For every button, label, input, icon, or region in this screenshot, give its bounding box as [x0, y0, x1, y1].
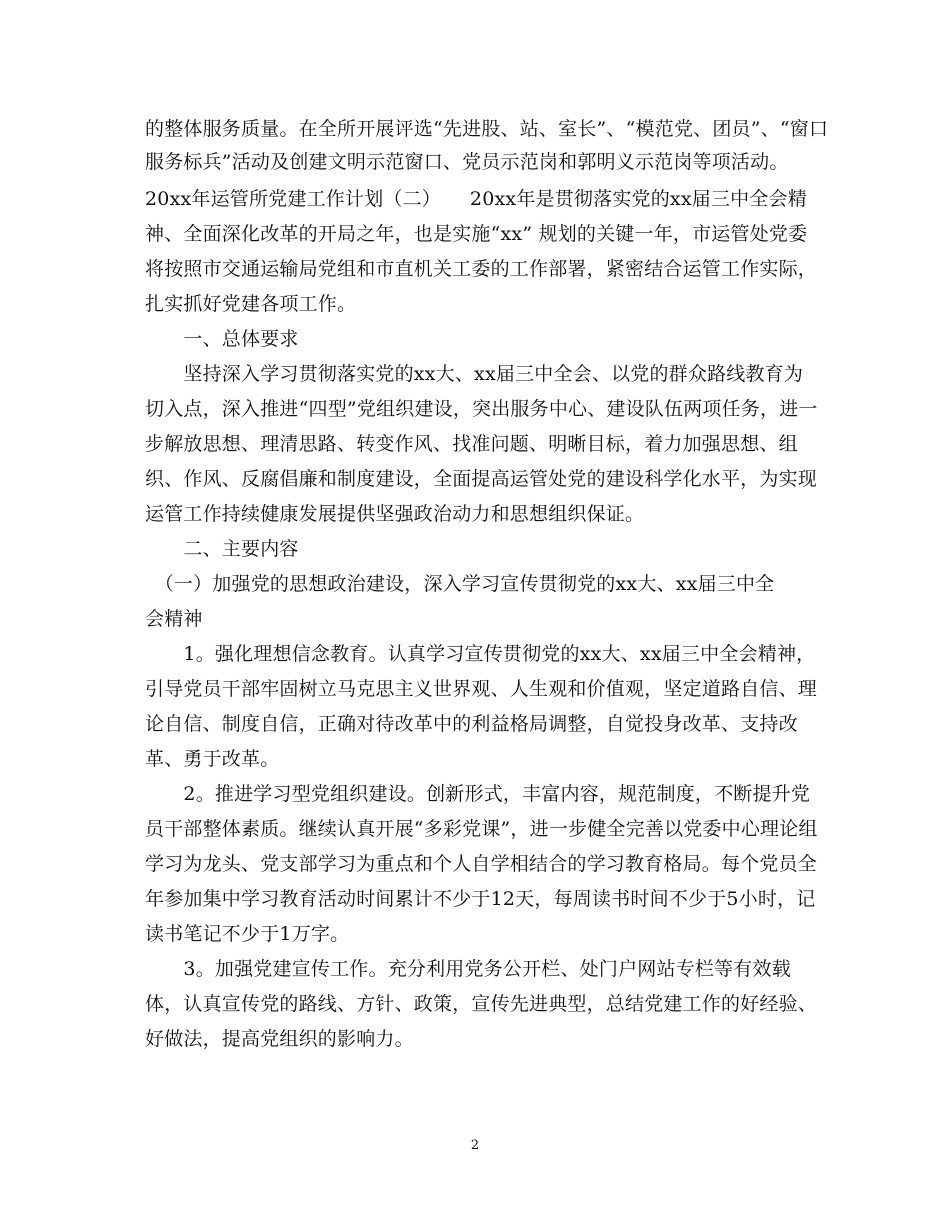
- text-line: 步解放思想、理清思路、转变作风、找准问题、明晰目标，着力加强思想、组: [145, 433, 798, 455]
- text-line: 服务标兵”活动及创建文明示范窗口、党员示范岗和郭明义示范岗等项活动。: [145, 151, 789, 173]
- text-line: 神、全面深化改革的开局之年，也是实施“xx” 规划的关键一年，市运管处党委: [145, 223, 808, 245]
- text-line: 扎实抓好党建各项工作。: [145, 293, 357, 315]
- text-line: 切入点，深入推进“四型”党组织建设，突出服务中心、建设队伍两项任务，进一: [145, 398, 818, 420]
- text-line: 3。加强党建宣传工作。充分利用党务公开栏、处门户网站专栏等有效载: [145, 958, 791, 980]
- text-line: 读书笔记不少于1万字。: [145, 923, 350, 945]
- page-number: 2: [470, 1138, 480, 1153]
- text-line: 好做法，提高党组织的影响力。: [145, 1028, 414, 1050]
- text-line: 坚持深入学习贯彻落实党的xx大、xx届三中全会、以党的群众路线教育为: [145, 363, 804, 385]
- text-line: 的整体服务质量。在全所开展评选“先进股、站、室长”、“模范党、团员”、“窗口: [145, 118, 829, 140]
- text-line: 会精神: [145, 608, 203, 630]
- text-line: 年参加集中学习教育活动时间累计不少于12天，每周读书时间不少于5小时，记: [145, 888, 816, 910]
- text-line: 2。推进学习型党组织建设。创新形式，丰富内容，规范制度，不断提升党: [145, 783, 811, 805]
- text-line: 体，认真宣传党的路线、方针、政策，宣传先进典型，总结党建工作的好经验、: [145, 993, 818, 1015]
- text-line: 员干部整体素质。继续认真开展“多彩党课”，进一步健全完善以党委中心理论组: [145, 818, 818, 840]
- text-line: 织、作风、反腐倡廉和制度建设，全面提高运管处党的建设科学化水平，为实现: [145, 468, 818, 490]
- text-line: （一）加强党的思想政治建设，深入学习宣传贯彻党的xx大、xx届三中全: [145, 573, 775, 595]
- text-line: 20xx年运管所党建工作计划（二） 20xx年是贯彻落实党的xx届三中全会精: [145, 188, 807, 210]
- text-line: 革、勇于改革。: [145, 748, 280, 770]
- text-line: 一、总体要求: [145, 328, 299, 350]
- text-line: 二、主要内容: [145, 538, 299, 560]
- text-line: 论自信、制度自信，正确对待改革中的利益格局调整，自觉投身改革、支持改: [145, 713, 798, 735]
- text-line: 运管工作持续健康发展提供坚强政治动力和思想组织保证。: [145, 503, 645, 525]
- text-line: 将按照市交通运输局党组和市直机关工委的工作部署，紧密结合运管工作实际，: [145, 258, 818, 280]
- text-line: 1。强化理想信念教育。认真学习宣传贯彻党的xx大、xx届三中全会精神，: [145, 643, 816, 665]
- text-line: 学习为龙头、党支部学习为重点和个人自学相结合的学习教育格局。每个党员全: [145, 853, 818, 875]
- text-line: 引导党员干部牢固树立马克思主义世界观、人生观和价值观，坚定道路自信、理: [145, 678, 818, 700]
